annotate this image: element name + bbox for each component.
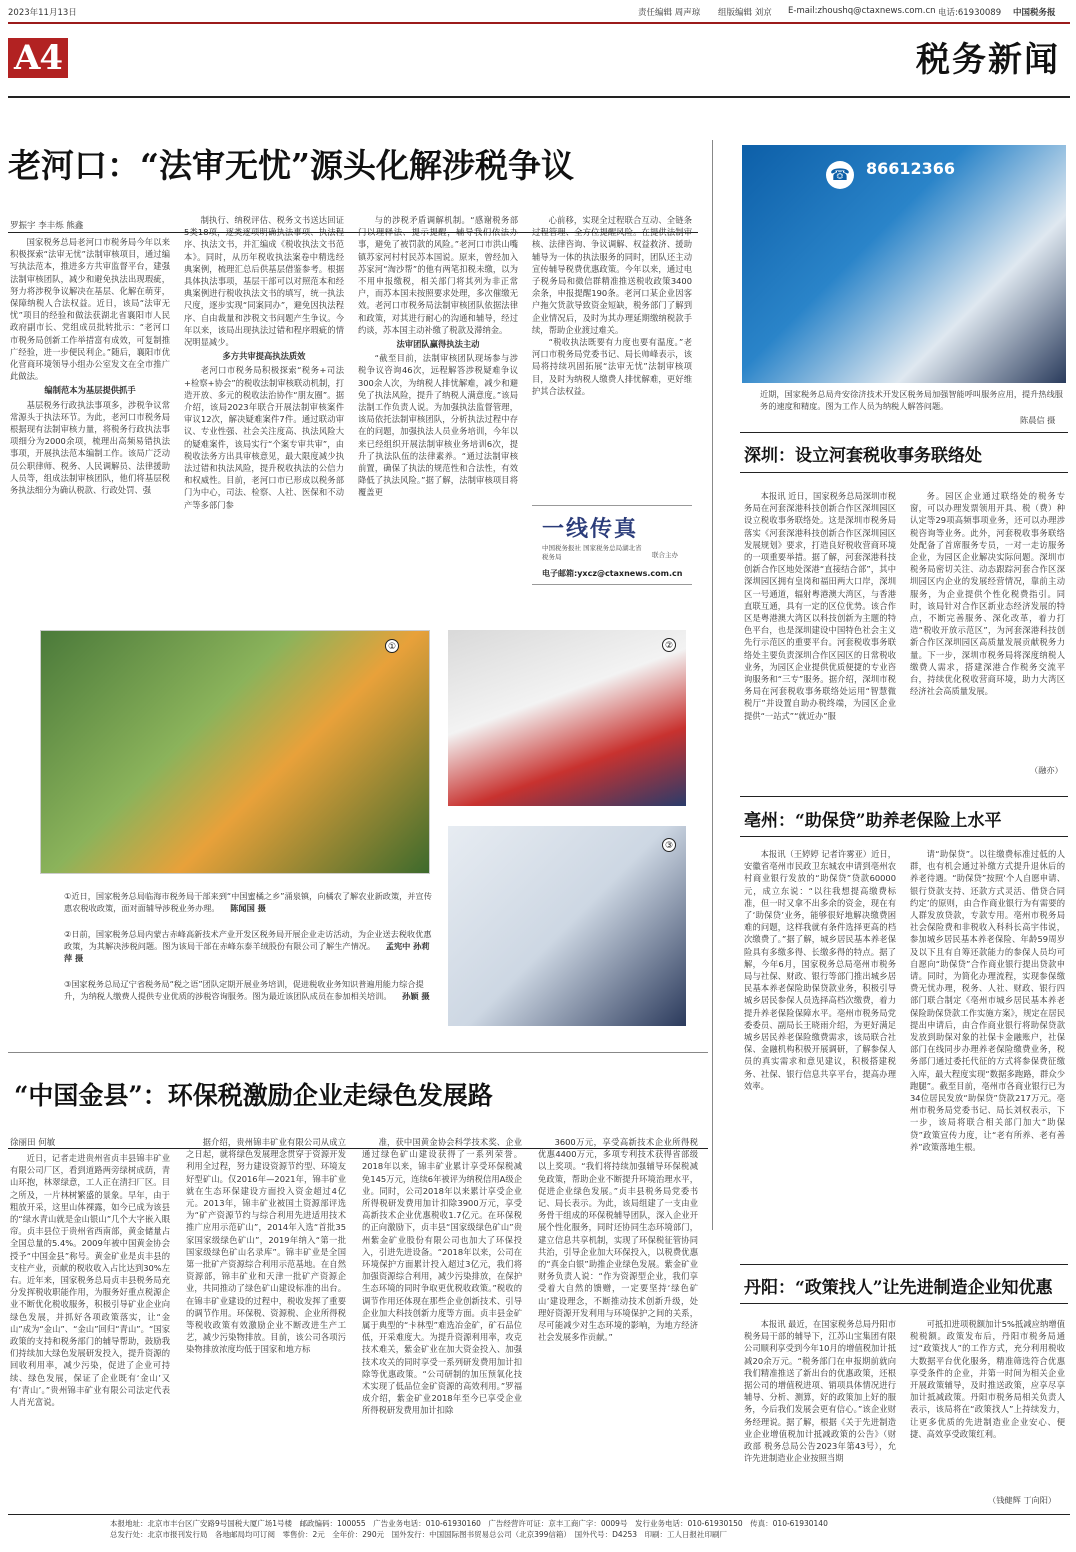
shenzhen-col2 xyxy=(910,490,1065,750)
danyang-headline: 丹阳：“政策找人”让先进制造企业知优惠 xyxy=(744,1278,1053,1298)
article1-byline: 罗振宇 李丰烁 熊鑫 xyxy=(10,221,84,231)
photo-1-orange-orchard xyxy=(40,630,430,874)
shenzhen-col1-text: 本报讯 近日，国家税务总局深圳市税务局在河套深港科技创新合作区深圳园区设立税收事务联络处。这是深圳市税务局落实《河套深港科技创新合作区深圳园区发展规划》要求，打造良好税收营商环境的一项重要举措。据了解，河套深港科技创新合作区地处深港“直接结合部”，其中深圳园区拥有皇岗和福田两大口岸，深圳区一号通道，辐射粤港澳大湾区，与香港直联互通，具有一定的区位优势。该合作区是粤港澳大湾区以科技创新为主题的特色平台，也是深圳建设中国特色社会主义先行示范区的重要平台。河套税收事务联络处主要负责深圳合作区园区的日常税收业务，为园区企业提供优质便捷的专业咨询服务和“三专”服务。据介绍，深圳市税务局在河套税收事务联络处运用“智慧微税厅”并设置自助办税终端，为园区企业提供“一站式”“就近办”服 xyxy=(744,491,896,721)
danyang-top-rule xyxy=(740,1264,1068,1265)
photo-3-credit: 孙颖 摄 xyxy=(402,991,430,1001)
shenzhen-credit: （融亦） xyxy=(1030,765,1063,775)
yixian-logo-box xyxy=(532,505,692,585)
article1-col1-text: 国家税务总局老河口市税务局今年以来积极探索“法审无忧”法制审核项目，通过编写执法范本，推进多方共审监督平台，建强法制审核团队，减少和避免执法出现瑕疵，努力将涉税争议解决在基层、化解在萌芽，保障纳税人合法权益。近日，该局“法审无忧”项目的经验和做法获湖北省襄阳市人民政府副市长、党组成员批转批示：“老河口市税务局创新工作举措富有成效，可复制推广经验，进一步便民利企。”随后，襄阳市优化营商环境领导小组办公室发文在全市推广此做法。 xyxy=(10,237,170,382)
photo-1-number: ① xyxy=(385,639,399,653)
article1-col3 xyxy=(358,214,518,616)
gold-col4-text: 3600万元，享受高新技术企业所得税优惠4400万元，多项专利技术获得省部级以上奖项。“我们将持续加强辅导环保税减免政策，帮助企业不断提升环境治理水平，促进企业绿色发展。”贞丰县税务局党委书记、局长表示。为此，该局组建了一支由业务骨干组成的环保税辅导团队，深入企业开展个性化服务，同时还协同生态环境部门，建立信息共享机制，实现了环保税征管协同共治，引导企业加大环保投入，以税费优惠的“真金白银”助推企业绿色发展。紫金矿业财务负责人说：“作为资源型企业，我们享受着大自然的馈赠，一定要坚持‘绿色矿山’建设理念，不断推动技术创新升级，处理好资源开发利用与环境保护之间的关系，尽可能减少对生态环境的影响，为地方经济社会发展多作贡献。” xyxy=(538,1137,698,1343)
masthead-email: E-mail:zhoushq@ctaxnews.com.cn xyxy=(788,6,936,16)
yixian-note: 联合主办 xyxy=(652,551,678,559)
helpline-photo-credit: 陈晨信 摄 xyxy=(1020,415,1056,425)
article1-col3b-text: “截至目前，法制审核团队现场参与涉税争议咨询46次，远程解答涉税疑难争议300余人次，为纳税人排忧解难，减少和避免了执法风险，提升了纳税人满意度。”该局法制工作负责人说。为加强执法监督管理，该局依托法制审核团队，分析执法过程中存在的问题，加强执法人员业务培训，今年以来已经组织开展法制审核业务培训6次，提升了执法队伍的法律素养。“通过法制审核前置，确保了执法的规范性和合法性，有效降低了执法风险。”据了解，法制审核项目将覆盖更 xyxy=(358,353,518,498)
gold-col1-text: 近日，记者走进贵州省贞丰县锦丰矿业有限公司厂区，看到道路两旁绿树成荫，青山环抱，林翠绿意，工人正在清扫厂区。目之所及，一片林树繁盛的景象。早年，由于粗放开采，这里山体裸露，如今已成为该县的“绿水青山就是金山银山”几个大字嵌入眼帘。贞丰县位于贵州省西南部，黄金储量占全国总量的5.4%。2009年被中国黄金协会授予“中国金县”称号。黄金矿业是贞丰县的支柱产业，贡献的税收收入占比达到30%左右。近年来，国家税务总局贞丰县税务局充分发挥税收职能作用，为服务好重点税源企业不断优化税收服务，积极引导矿业企业向绿色发展，并抓好各项政策落实，让“金山”成为“金山”、“金山”回归“青山”。“国家政策的支持和税务部门的辅导帮助，鼓励我们持续加大绿色发展研发投入，提升资源的回收利用率，减少污染，促进了企业可持续、绿色发展，保证了企业既有‘金山’又有‘青山’。”贵州锦丰矿业有限公司法定代表人肖光富说。 xyxy=(10,1153,170,1408)
article1-col1 xyxy=(10,236,170,616)
gold-col2 xyxy=(186,1136,346,1507)
bozhou-col2 xyxy=(910,848,1065,1258)
bozhou-top-rule xyxy=(740,796,1068,797)
masthead-rule xyxy=(8,22,1070,24)
photo-3-number: ③ xyxy=(662,838,676,852)
gold-col1 xyxy=(10,1152,170,1507)
bozhou-col2-text: 请“助保贷”。以往缴费标准过低的人群，也有机会通过补缴方式提升退休后的养老待遇。“助保贷”按照‘个人自愿申请、银行贷款支持、还款方式灵活、借贷合同约定’的原则，由合作商业银行为有需要的人群发放贷款，专款专用。亳州市税务局社会保险费和非税收入科科长高宇伟说，参加城乡居民基本养老保险、年龄59周岁及以下且有自筹还款能力的参保人员均可自愿向“助保贷”合作商业银行提出贷款申请。同时，为简化办理流程，实现参保缴费无忧办理，税务、人社、财政、银行四部门联合制定《亳州市城乡居民基本养老保险助保贷款工作实施方案》，规定在居民提出申请后，由合作商业银行将助保贷款发放到助保对象的社保卡金融账户，社保部门在线同步办理养老保险缴费业务，税务部门通过委托代征的方式将参保费征缴入库，最大程度实现“数据多跑路，群众少跑腿”。截至目前，亳州市各商业银行已为34位居民发放“助保贷”贷款217万元。亳州市税务局党委书记、局长刘权表示，下一步，该局将联合相关部门加大“助保贷”政策宣传力度，让“老有所养、老有善养”政策落地生根。 xyxy=(910,849,1065,1152)
article1-col4b-text: “税收执法既要有力度也要有温度。”老河口市税务局党委书记、局长帅峰表示，该局将持续巩固拓展“法审无忧”法制审核项目，及时为纳税人缴费人排忧解难，更好维护其合法权益。 xyxy=(532,337,692,396)
danyang-bottom-rule xyxy=(740,1303,1068,1304)
danyang-col1-text: 本报讯 最近，在国家税务总局丹阳市税务局干部的辅导下，江苏山宝集团有限公司顺利享受到今年10月的增值税加计抵减20余万元。“税务部门在申报期前就向我们精准推送了新出台的优惠政策，还根据公司的增值税进项、销项具体情况进行辅导、分析、测算，好的政策加上好的服务，今后我们发展会更有信心。”该企业财务经理说。据了解，根据《关于先进制造业企业增值税加计抵减政策的公告》（财政部 税务总局公告2023年第43号），允许先进制造业企业按照当期 xyxy=(744,1319,896,1464)
bozhou-bottom-rule xyxy=(740,836,1068,837)
footer-line-2: 总发行处：北京市报刊发行局 各地邮局均可订阅 零售价：2元 全年价：290元 国外发行：中国国际图书贸易总公司（北京399信箱） 国外代号：D4253 印刷：工人日报社印刷厂 xyxy=(110,1530,728,1539)
bozhou-col1-text: 本报讯（王婷婷 记者许雾亚）近日，安徽省亳州市民政卫东城农申请到亳州农村商业银行发放的“助保贷”贷款60000元，成立东说：“以往我想提高缴费标准，但一时又拿不出多余的资金，现在有了‘助保贷’业务，能够很好地解决缴费困难的问题，这样我就有条件选择更高的档次缴费了。”据了解，城乡居民基本养老保险具有多缴多得、长缴多得的特点。据了解，今年6月，国家税务总局亳州市税务局与社保、财政、银行等部门推出城乡居民基本养老保险助保贷款业务，积极引导城乡居民参保人员选择高档次缴费，着力提升养老保险保障水平。亳州市税务局党委委员、副局长王晓雨介绍，为更好满足城乡居民养老保险缴费需求，该局联合社保、金融机构积极开展调研，了解参保人员的真实需求和意见建议，积极搭建税务、社保、银行信息共享平台，提高办理效率。 xyxy=(744,849,896,1091)
masthead-layout: 组版编辑 刘京 xyxy=(718,8,772,18)
footer xyxy=(110,1518,1060,1540)
shenzhen-headline: 深圳：设立河套税收事务联络处 xyxy=(744,446,982,466)
gold-col3 xyxy=(362,1136,522,1507)
masthead-phone: 电话:61930089 xyxy=(938,8,1002,18)
gold-byline: 徐丽田 何敏 xyxy=(10,1138,56,1148)
photo-2-caption xyxy=(64,928,434,964)
photo-2-caption-text: ②日前，国家税务总局内蒙古赤峰高新技术产业开发区税务局开展企业走访活动，为企业送去税收优惠政策，为其解决涉税问题。图为该局干部在赤峰东泰羊绒股份有限公司了解生产情况。 xyxy=(64,929,432,951)
page-number: A4 xyxy=(8,38,68,78)
helpline-photo xyxy=(742,145,1066,383)
danyang-col2 xyxy=(910,1318,1065,1494)
footer-line-1: 本报地址：北京市丰台区广安路9号国税大厦广场1号楼 邮政编码：100055 广告业务电话：010-61930160 广告经营许可证：京丰工商广字：0009号 发行业务电话：010-61930150 传真：010-61930140 xyxy=(110,1519,828,1528)
bozhou-headline: 亳州：“助保贷”助养老保险上水平 xyxy=(744,811,1002,831)
photo-1-credit: 陈闻国 摄 xyxy=(230,903,266,913)
article1-col1-subhead: 编制范本为基层提供抓手 xyxy=(44,385,136,396)
yixian-email: 电子邮箱:yxcz@ctaxnews.com.cn xyxy=(542,569,683,578)
danyang-col2-text: 可抵扣进项税额加计5%抵减应纳增值税税额。政策发布后，丹阳市税务局通过“政策找人”的工作方式，充分利用税收大数据平台优化服务，精准筛选符合优惠享受条件的企业，并第一时间为相关企业开展政策辅导，及时推送政策，应享尽享加计抵减政策。丹阳市税务局相关负责人表示，该局将在“政策找人”上持续发力，让更多优质的先进制造业企业安心、便捷、高效享受政策红利。 xyxy=(910,1319,1065,1439)
photo-2-number: ② xyxy=(662,638,676,652)
article1-headline: 老河口：“法审无忧”源头化解涉税争议 xyxy=(8,146,574,185)
shenzhen-bottom-rule xyxy=(740,472,1068,473)
article1-col2-text: 制执行、纳税评估、税务文书送达回证5类18项，逐类逐项明确执法事项、执法程序、执法文书，并汇编成《税收执法文书范本》。同时，从历年税收执法案卷中精选经典案例，梳理汇总后供基层借鉴参考。根据具体执法事项，基层干部可以对照范本和经典案例进行税收执法文书的填写，统一执法尺度，逐步实现“同案同办”，避免因执法程序、自由裁量和涉税文书问题产生争议。今年以来，该局出现执法过错和程序瑕疵的情况明显减少。 xyxy=(184,215,344,348)
photo-2-factory-visit xyxy=(448,630,686,806)
gold-col3-text: 准，获中国黄金协会科学技术奖、企业通过绿色矿山建设获得了一系列荣誉。2018年以来，锦丰矿业累计享受环保税减免145万元，连续6年被评为纳税信用A级企业。同时，公司2018年以来累计享受企业所得税研发费用加计扣除3900万元，享受高新技术企业优惠税收1.7亿元。在环保税的正向激励下，贞丰县“国家级绿色矿山”贵州紫金矿业股份有限公司也加大了环保投入，引进先进设备。“2018年以来，公司在环境保护方面累计投入超过3亿元，我们将加强资源综合利用，减少污染排放，在保护生态环境的同时争取更优税收政策。”税收的调节作用还体现在那些企业创新技术、引导企业加大科技创新力度等方面。贞丰县金矿属于典型的“卡林型”难选冶金矿，矿石品位低，开采难度大。为提升资源利用率，攻克技术难关，紫金矿业在加大资金投入、加强技术攻关的同时享受一系列研发费用加计扣除等优惠政策。“公司研制的加压预氧化技术实现了低品位金矿资源的高效利用。”罗福成介绍，紫金矿业2018年至今已享受企业所得税研发费用加计扣除 xyxy=(362,1137,522,1416)
helpline-photo-caption: 近期，国家税务总局舟安徐济技术开发区税务局加强智能呼叫服务应用，提升热线服务的速度和精度。图为工作人员为纳税人解答问题。 xyxy=(760,389,1063,411)
yixian-sub: 中国税务报社 国家税务总局湖北省税务局 xyxy=(542,544,642,561)
shenzhen-col2-text: 务。园区企业通过联络处的税务专窗，可以办理发票领用开具、税（费）种认定等29项高频事项业务，还可以办理涉税咨询等业务。此外，河套税收事务联络处配备了首席服务专员，一对一走访服务企业，为园区企业解决实际问题。深圳市税务局密切关注、动态跟踪河套合作区深圳园区内企业的发展经营情况，靠前主动服务，为企业提供个性化税费指引。同时，该局针对合作区新业态经济发展的特点，不断完善服务、深化改革，着力打造“税收开放示范区”，为河套深港科技创新合作区深圳园区高质量发展贡献税务力量。下一步，深圳市税务局将深度纳税人缴费人需求，搭建深港合作税务交流平台，持续优化税收营商环境，助力大湾区经济社会高质量发展。 xyxy=(910,491,1065,697)
column-divider xyxy=(712,140,713,1230)
section-title: 税务新闻 xyxy=(916,40,1060,80)
photo-2-credit: 孟宪中 孙莉萍 摄 xyxy=(64,941,430,963)
article1-col1b-text: 基层税务行政执法事项多，涉税争议常常源头于执法环节。为此，老河口市税务局根据现有法制审核力量，将税务行政执法事项细分为2000余项，梳理出高频易错执法事项，开展执法范本编制工作。该局广泛动员公职律师、税务、人民调解员、法律援助人员等，组成法制审核团队，他们将基层税务执法细分为确认税款、行政处罚、强 xyxy=(10,399,170,496)
photo-1-caption xyxy=(64,890,434,914)
gold-col2-text: 据介绍，贵州锦丰矿业有限公司从成立之日起，就将绿色发展理念贯穿于资源开发利用全过程，努力建设资源节约型、环境友好型矿山。仅2016年—2021年，锦丰矿业就在生态环保建设方面投入资金超过4亿元。2013年，锦丰矿业被国土资源部评选为“矿产资源节约与综合利用先进适用技术推广应用示范矿山”，2014年入选“首批35家国家级绿色矿山”，2019年纳入“第一批国家级绿色矿山名录库”。锦丰矿业是全国第一批矿产资源综合利用示范基地。在自然资源部，锦丰矿业和天津一批矿产资源企业，共同推动了绿色矿山建设标准的出台。在锦丰矿业建设的过程中，税收发挥了重要的调节作用。环保税、资源税、企业所得税等税收政策有效激励企业不断改进生产工艺，减少污染物排放。目前，该公司各项污染物排放浓度均低于国家和地方标 xyxy=(186,1137,346,1355)
masthead-paper: 中国税务报 xyxy=(1013,8,1056,18)
masthead-date: 2023年11月13日 xyxy=(8,8,77,18)
shenzhen-top-rule xyxy=(740,432,1068,433)
danyang-credit: （钱健辉 丁向阳） xyxy=(988,1495,1057,1505)
article1-col2b-text: 老河口市税务局积极探索“税务+司法+检察+协会”的税收法制审核联动机制，打造开放、多元的税收法治协作“朋友圈”。据介绍，该局2023年联合开展法制审核案件审议12次，解决疑难案件7件。通过联动审议、专业性强、社会关注度高、执法风险大的疑难案件，该局实行“个案专审共审”，由税收法务方出具审核意见，最大限度减少执法过错和执法风险，提升税收执法的公信力和权威性。目前，老河口市已形成以税务部门为中心，司法、检察、人社、医保和不动产等多部门参 xyxy=(184,365,344,510)
article1-col2 xyxy=(184,214,344,616)
masthead-editor: 责任编辑 周声琼 xyxy=(638,8,701,18)
phone-icon: ☎ xyxy=(826,161,854,189)
article1-col3-text: 与的涉税矛盾调解机制。“感谢税务部门以理释法、提示提醒，辅导我们依法办事，避免了被罚款的风险。”老河口市洪山嘴镇苏家河村村民苏本国说。原来，曾经加入苏家河“淘沙帮”的他有两笔扣税未缴，以为不用申报缴税，相关部门将其列为非正常户，而苏本国未按照要求处理，多次催缴无效。老河口市税务局法制审核团队依据法律和政策，对其进行耐心的沟通和辅导，经过约谈，苏本国主动补缴了税款及滞纳金。 xyxy=(358,215,518,335)
photo-3-caption-text: ③国家税务总局辽宁省税务局“税之语”团队定期开展业务培训，促进税收业务知识普遍用能力综合提升，为纳税人缴费人提供专业优质的涉税咨询服务。图为最近该团队成员在参加相关培训。 xyxy=(64,979,424,1001)
helpline-sign-number: 86612366 xyxy=(866,159,956,178)
article1-col3-subhead: 法审团队赢得执法主动 xyxy=(396,339,480,350)
photo-3-training xyxy=(448,826,686,1026)
article1-col4 xyxy=(532,214,692,499)
photo-3-caption xyxy=(64,978,434,1002)
header-rule xyxy=(8,96,1070,98)
masthead xyxy=(8,6,1070,20)
article1-col4-text: 心前移，实现全过程联合互动、全链条过程管理、全方位提醒风险。在提供法制审核、法律咨询、争议调解、权益救济、援助辅导为一体的执法服务的同时，团队还主动宣传辅导税费优惠政策。今年以来，通过电子税务局和微信群精准推送税收政策3400余条，申报提醒190条。老河口某企业因客户拖欠货款导致资金短缺，税务部门了解到企业情况后，及时为其办理延期缴纳税款手续，帮助企业渡过难关。 xyxy=(532,215,692,335)
danyang-col1 xyxy=(744,1318,896,1506)
photo-1-caption-text: ①近日，国家税务总局临海市税务局干部来到“中国蜜橘之乡”涌泉镇，向橘农了解农业新政策，并宣传惠农税收政策，面对面辅导涉税业务办理。 xyxy=(64,891,432,913)
footer-rule xyxy=(8,1514,1070,1515)
shenzhen-col1 xyxy=(744,490,896,790)
gold-col4 xyxy=(538,1136,698,1507)
gold-headline: “中国金县”：环保税激励企业走绿色发展路 xyxy=(14,1081,493,1110)
bozhou-col1 xyxy=(744,848,896,1258)
yixian-logo: 一线传真 xyxy=(542,516,639,542)
gold-top-rule xyxy=(8,1052,708,1053)
article1-col2-subhead: 多方共审提高执法质效 xyxy=(222,351,306,362)
